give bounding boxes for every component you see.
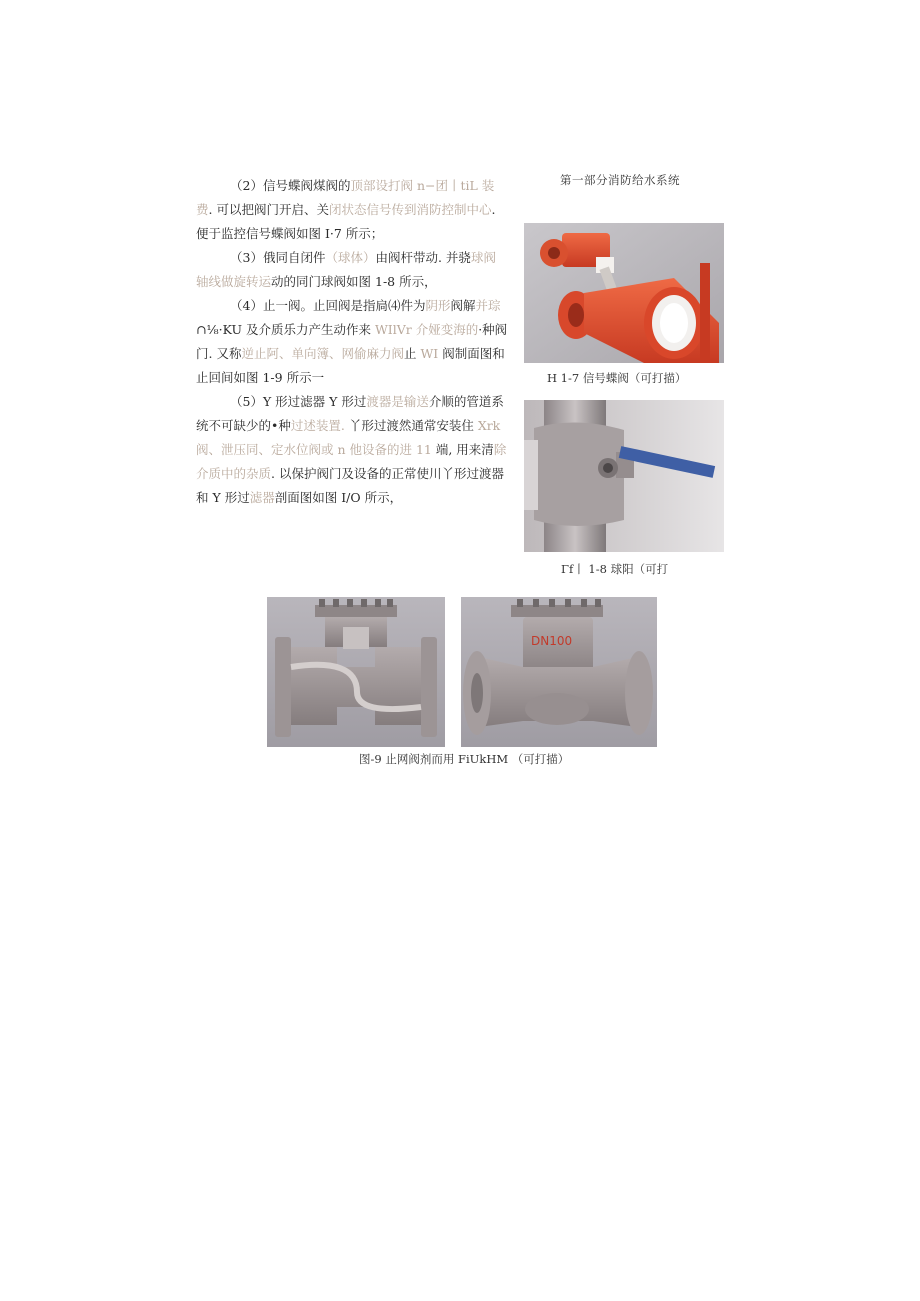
text-segment: （4）止一阀。止回阀是指扃⑷件为 xyxy=(230,298,426,313)
text-segment: （3）俄同自闭件 xyxy=(230,250,326,265)
figure-ball-valve xyxy=(524,400,724,552)
text-segment: 动的同门球阀如图 1-8 所示， xyxy=(271,274,437,289)
body-text xyxy=(196,174,508,510)
text-segment: 止 xyxy=(403,346,421,361)
text-segment: . 便于监控信号蝶阀如图 I·7 所示； xyxy=(196,202,496,241)
faint-text-segment: 球阀轴线做旋转运 xyxy=(196,250,496,289)
paragraph xyxy=(196,294,508,390)
text-segment: 阀制面图和止回间如图 1-9 所示一 xyxy=(196,346,505,385)
faint-text-segment: 顶部设打阀 n−团丨tiL 装费 xyxy=(196,178,495,217)
faint-text-segment: 滤器 xyxy=(249,490,275,505)
check-valve-photos xyxy=(267,597,657,747)
text-segment: ·种阀门. 又称 xyxy=(196,322,508,361)
figure-caption: 图-9 止网阀剂而用 FiUkHM （可打描） xyxy=(359,752,570,766)
text-segment: 阀解 xyxy=(450,298,476,313)
text-segment: 介顺的管道系统不可缺少的•种 xyxy=(196,394,504,433)
text-segment: 2 xyxy=(242,178,251,193)
text-segment: ∩⅛·KU 及介质乐力产生动作来 xyxy=(196,322,375,337)
text-segment: 端, 用来清 xyxy=(431,442,494,457)
text-segment: （5）Y 形过滤器 Y 形过 xyxy=(230,394,367,409)
text-segment: 由阀杆带动. 并骁 xyxy=(375,250,471,265)
valve-stamp-text: DN100 xyxy=(531,634,573,648)
faint-text-segment: 渡器是输送 xyxy=(366,394,429,409)
faint-text-segment: WI xyxy=(420,346,439,361)
paragraph xyxy=(196,246,508,294)
faint-text-segment: 闭状态信号传到消防控制中心 xyxy=(328,202,492,217)
figure-caption: Γf丨 1-8 球阳（可打 xyxy=(561,562,669,576)
faint-text-segment: 除介质中的杂质 xyxy=(196,442,507,481)
faint-text-segment: WIlVr 介娅变海的 xyxy=(374,322,479,337)
text-segment: ）信号蝶阀煤阀的 xyxy=(250,178,351,193)
text-segment: . 以保护阀门及设备的正常使川丫形过渡器和 Y 形过 xyxy=(196,466,504,505)
ball-valve-photo xyxy=(524,400,724,552)
figure-signal-butterfly-valve xyxy=(524,223,724,363)
running-header: 第一部分消防给水系统 xyxy=(560,173,680,187)
butterfly-valve-photo xyxy=(524,223,724,363)
figure-caption: H 1-7 信号蝶阀（可打描） xyxy=(547,371,687,385)
paragraph xyxy=(196,174,508,246)
faint-text-segment: Xrk 阀、泄压同、定水位阀或 n 他设备的进 11 xyxy=(196,418,501,457)
faint-text-segment: 过述装置. xyxy=(290,418,345,433)
text-segment: 剖面图如图 I/O 所示， xyxy=(274,490,403,505)
text-segment: 丫形过渡然通常安装住 xyxy=(344,418,478,433)
faint-text-segment: 并琮 xyxy=(475,298,501,313)
figure-check-valve xyxy=(267,597,657,747)
text-segment: . 可以把阀门开启、关 xyxy=(208,202,329,217)
faint-text-segment: 逆止阿、单向簿、网偷麻力阀 xyxy=(241,346,404,361)
text-segment: （ xyxy=(230,178,243,193)
faint-text-segment: （球体） xyxy=(325,250,376,265)
faint-text-segment: 阴形 xyxy=(425,298,451,313)
paragraph xyxy=(196,390,508,510)
